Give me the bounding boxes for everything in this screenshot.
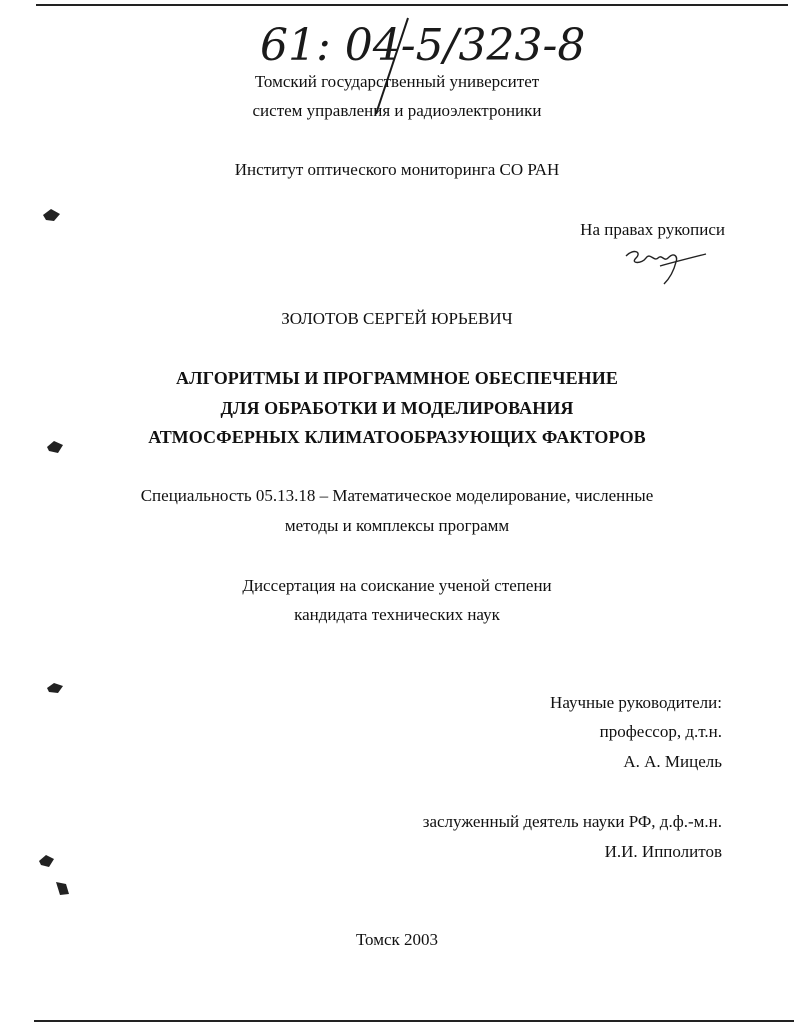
- punch-hole-mark: [44, 438, 66, 456]
- supervisors-heading: Научные руководители:: [550, 693, 722, 712]
- thesis-title-line2: ДЛЯ ОБРАБОТКИ И МОДЕЛИРОВАНИЯ: [220, 398, 574, 418]
- rights-note: На правах рукописи: [580, 220, 725, 239]
- punch-hole-mark: [52, 878, 72, 898]
- svg-text:61: 04-5/323-8: 61: 04-5/323-8: [260, 20, 586, 71]
- university-name-line2: систем управления и радиоэлектроники: [252, 101, 542, 120]
- supervisor1-name: А. А. Мицель: [623, 752, 722, 771]
- institute-name: Институт оптического мониторинга СО РАН: [234, 160, 560, 179]
- supervisor2-title: заслуженный деятель науки РФ, д.ф.-м.н.: [422, 812, 722, 831]
- degree-line2: кандидата технических наук: [294, 605, 500, 624]
- punch-hole-mark: [40, 206, 64, 224]
- punch-hole-mark: [44, 680, 66, 696]
- place-and-year: Томск 2003: [355, 930, 439, 949]
- specialty-line1: Специальность 05.13.18 – Математическое моделирование, численные: [140, 486, 654, 505]
- university-name-line1: Томский государственный университет: [254, 72, 540, 91]
- thesis-title-line3: АТМОСФЕРНЫХ КЛИМАТООБРАЗУЮЩИХ ФАКТОРОВ: [148, 427, 646, 447]
- top-border-line: [36, 4, 788, 6]
- author-name: ЗОЛОТОВ СЕРГЕЙ ЮРЬЕВИЧ: [281, 309, 513, 328]
- thesis-title-line1: АЛГОРИТМЫ И ПРОГРАММНОЕ ОБЕСПЕЧЕНИЕ: [175, 368, 618, 388]
- specialty-line2: методы и комплексы программ: [284, 516, 510, 535]
- handwritten-archive-code: [258, 14, 586, 74]
- handwritten-signature: [620, 244, 710, 290]
- supervisor1-title: профессор, д.т.н.: [599, 722, 722, 741]
- supervisor2-name: И.И. Ипполитов: [604, 842, 722, 861]
- degree-line1: Диссертация на соискание ученой степени: [242, 576, 552, 595]
- punch-hole-mark: [36, 852, 58, 870]
- bottom-border-line: [34, 1020, 794, 1022]
